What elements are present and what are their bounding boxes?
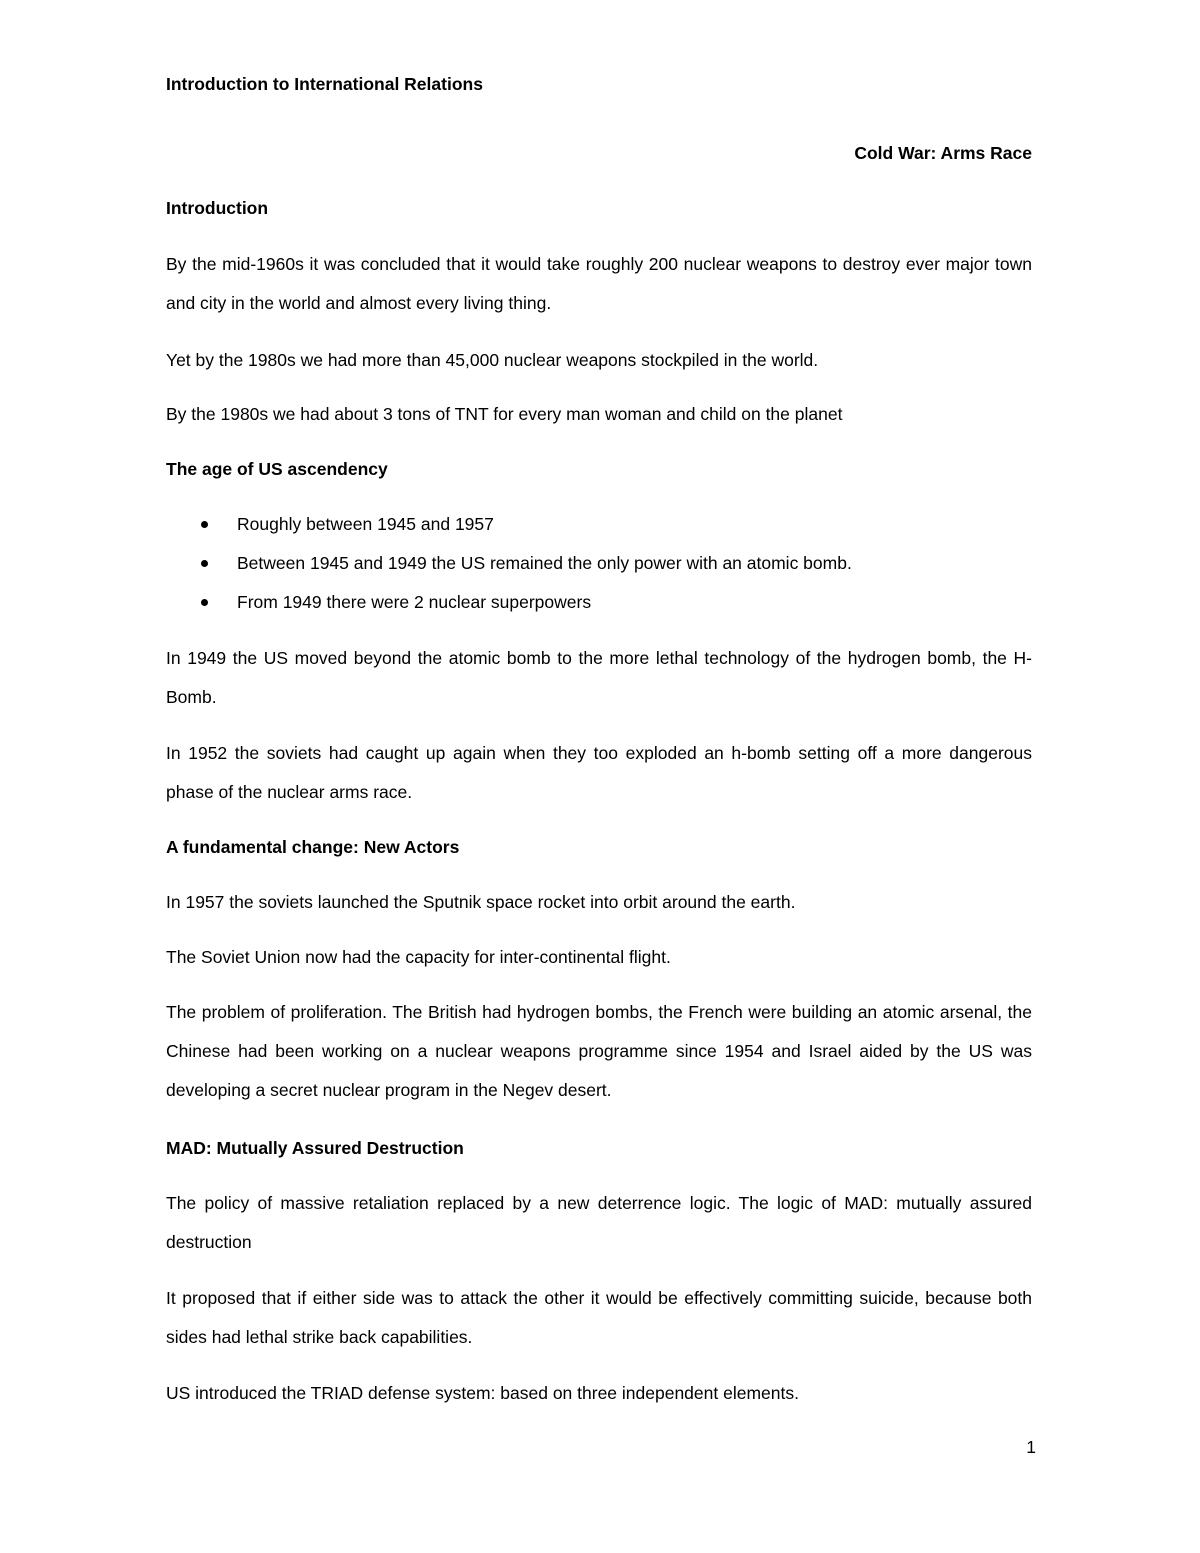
- list-item-text: Roughly between 1945 and 1957: [237, 514, 494, 534]
- list-item: [166, 552, 1032, 591]
- list-item-text: Between 1945 and 1949 the US remained the only power with an atomic bomb.: [237, 553, 852, 573]
- us-ascendency-heading: The age of US ascendency: [166, 459, 388, 479]
- us-paragraph-2: In 1952 the soviets had caught up again when they too exploded an h-bomb setting off a more dangerous phase of the nuclear arms race.: [166, 743, 1032, 802]
- bullet-list: [166, 513, 1032, 630]
- intro-paragraph-1: By the mid-1960s it was concluded that it would take roughly 200 nuclear weapons to destroy ever major town and city in the world and almost every living thing.: [166, 254, 1032, 313]
- list-item-text: From 1949 there were 2 nuclear superpowers: [237, 592, 592, 612]
- course-title: Introduction to International Relations: [166, 74, 483, 94]
- actors-paragraph-2: The Soviet Union now had the capacity for inter-continental flight.: [166, 947, 671, 967]
- list-item: [166, 513, 1032, 552]
- mad-paragraph-1: The policy of massive retaliation replaced by a new deterrence logic. The logic of MAD: mutually assured destruction: [166, 1193, 1032, 1252]
- mad-heading: MAD: Mutually Assured Destruction: [166, 1138, 464, 1158]
- topic-title: Cold War: Arms Race: [854, 143, 1032, 163]
- new-actors-heading: A fundamental change: New Actors: [166, 837, 460, 857]
- mad-paragraph-2: It proposed that if either side was to attack the other it would be effectively committing suicide, because both sides had lethal strike back capabilities.: [166, 1288, 1032, 1347]
- actors-paragraph-3: The problem of proliferation. The British had hydrogen bombs, the French were building an atomic arsenal, the Chinese had been working on a nuclear weapons programme since 1954 and Israel aided by the US was developing a secret nuclear program in the Negev desert.: [166, 1002, 1032, 1100]
- us-paragraph-1: In 1949 the US moved beyond the atomic bomb to the more lethal technology of the hydrogen bomb, the H-Bomb.: [166, 648, 1032, 707]
- actors-paragraph-1: In 1957 the soviets launched the Sputnik space rocket into orbit around the earth.: [166, 892, 796, 912]
- bullet-icon: [201, 599, 208, 606]
- intro-paragraph-3: By the 1980s we had about 3 tons of TNT for every man woman and child on the planet: [166, 404, 843, 424]
- introduction-heading: Introduction: [166, 198, 269, 218]
- page-number: 1: [1026, 1437, 1036, 1457]
- bullet-icon: [201, 560, 208, 567]
- list-item: [166, 591, 1032, 630]
- bullet-icon: [201, 521, 208, 528]
- mad-paragraph-3: US introduced the TRIAD defense system: based on three independent elements.: [166, 1383, 799, 1403]
- intro-paragraph-2: Yet by the 1980s we had more than 45,000 nuclear weapons stockpiled in the world.: [166, 350, 819, 370]
